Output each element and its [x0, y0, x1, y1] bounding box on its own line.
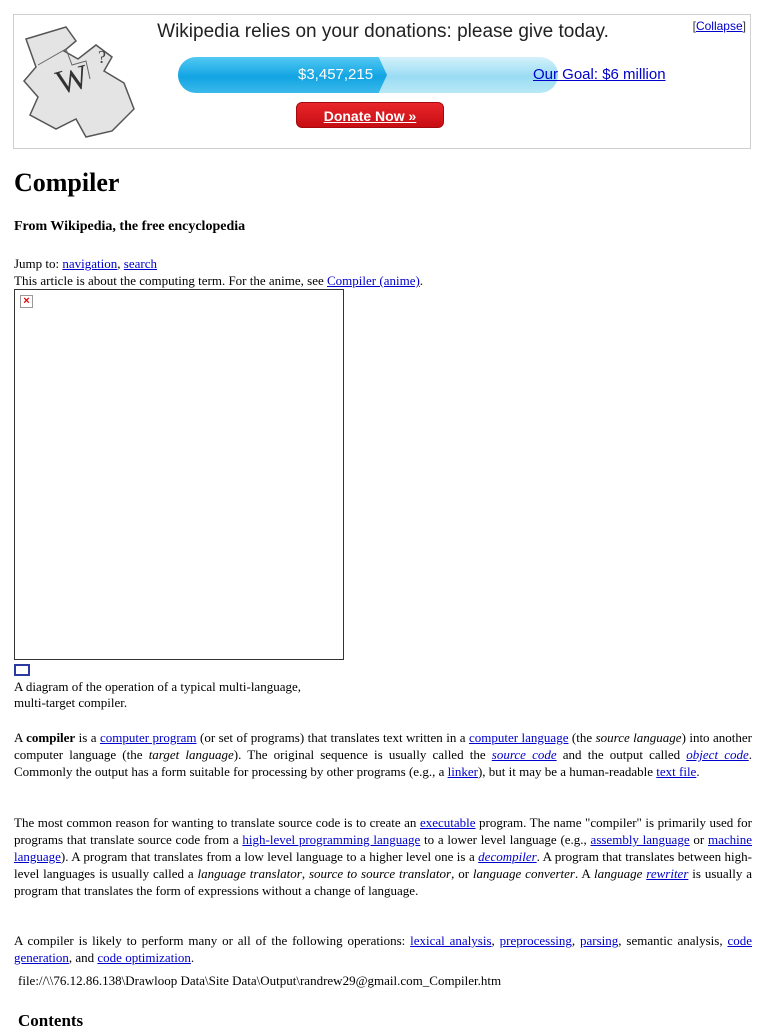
p1-text: ). The original sequence is usually called the: [233, 747, 492, 762]
p2-text: . A program that translates between high-level languages is usually called a: [14, 849, 752, 881]
jump-to-bar: [14, 256, 157, 271]
jump-to-label: Jump to:: [14, 256, 60, 271]
operations-paragraph: [14, 932, 752, 966]
p2-text: . A: [575, 866, 594, 881]
collapse-link[interactable]: Collapse: [695, 19, 743, 33]
p3-text: .: [190, 950, 195, 965]
reason-paragraph: [14, 814, 752, 899]
intro-paragraph: [14, 729, 752, 780]
p3-text: A compiler is likely to perform many or all of the following operations:: [14, 933, 411, 948]
machine-language-link[interactable]: machine language: [14, 832, 752, 864]
svg-text:?: ?: [98, 47, 106, 67]
assembly-language-link[interactable]: assembly language: [590, 832, 690, 847]
lexical-analysis-link[interactable]: lexical analysis: [410, 933, 492, 948]
jump-separator: ,: [117, 256, 121, 271]
donate-now-label: Donate Now »: [323, 108, 417, 124]
rewriter-link[interactable]: rewriter: [646, 866, 689, 881]
preprocessing-link[interactable]: preprocessing: [499, 933, 572, 948]
page-title: Compiler: [14, 168, 120, 197]
compiler-diagram-image[interactable]: [14, 289, 344, 660]
object-code-link[interactable]: object code: [686, 747, 749, 762]
p2-text: or: [689, 832, 708, 847]
p3-text: , and: [68, 950, 98, 965]
disambiguation-text: This article is about the computing term. For the anime, see: [14, 273, 324, 288]
jump-navigation-link[interactable]: navigation: [62, 256, 118, 271]
p1-text: ) into another computer language (the: [14, 730, 752, 762]
p1-text: (or set of programs) that translates text written in a: [196, 730, 470, 745]
p2-italic: source to source translator: [308, 866, 452, 881]
linker-link[interactable]: linker: [447, 764, 478, 779]
p2-text: to a lower level language (e.g.,: [420, 832, 591, 847]
jump-search-link[interactable]: search: [123, 256, 157, 271]
text-file-link[interactable]: text file: [656, 764, 697, 779]
p1-text: is a: [75, 730, 100, 745]
image-caption: A diagram of the operation of a typical multi-language, multi-target compiler.: [14, 679, 301, 710]
p2-text: is usually a program that translates the form of expressions without a change of language.: [14, 866, 753, 898]
page-subtitle: From Wikipedia, the free encyclopedia: [14, 219, 246, 234]
wikipedia-puzzle-logo-icon: [16, 19, 148, 145]
executable-link[interactable]: executable: [419, 815, 476, 830]
computer-program-link[interactable]: computer program: [99, 730, 197, 745]
code-optimization-link[interactable]: code optimization: [97, 950, 191, 965]
compiler-anime-link[interactable]: Compiler (anime): [327, 273, 420, 288]
p1-text: (the: [568, 730, 596, 745]
p1-text: . Commonly the output has a form suitable for processing by other programs (e.g., a: [14, 747, 752, 779]
decompiler-link[interactable]: decompiler: [478, 849, 537, 864]
collapse-link-wrapper: [Collapse]: [692, 19, 746, 33]
p1-text: and the output called: [556, 747, 687, 762]
p1-text: .: [696, 764, 700, 779]
p2-text: ). A program that translates from a low level language to a higher level one is a: [60, 849, 479, 864]
goal-link[interactable]: Our Goal: $6 million: [533, 66, 666, 83]
computer-language-link[interactable]: computer language: [469, 730, 569, 745]
amount-raised: $3,457,215: [298, 66, 374, 83]
svg-text:W: W: [52, 58, 93, 103]
p2-italic: language converter: [472, 866, 575, 881]
banner-message: Wikipedia relies on your donations: please give today.: [157, 21, 609, 42]
contents-heading: Contents: [18, 1011, 84, 1030]
enlarge-image-icon[interactable]: [14, 664, 30, 676]
p2-text: , or: [451, 866, 473, 881]
p2-text: ,: [301, 866, 309, 881]
p3-text: ,: [571, 933, 580, 948]
p3-text: , semantic analysis,: [618, 933, 728, 948]
p1-bold-term: compiler: [26, 730, 76, 745]
broken-image-icon: ×: [20, 295, 33, 308]
disambiguation-note: This article is about the computing term. For the anime, see Compiler (anime).: [14, 273, 424, 288]
p1-italic: target language: [148, 747, 234, 762]
donate-now-button[interactable]: [296, 102, 444, 128]
print-footer-path: file://\\76.12.86.138\Drawloop Data\Site Data\Output\randrew29@gmail.com_Compiler.htm: [18, 973, 502, 988]
p2-text: The most common reason for wanting to translate source code is to create an: [14, 815, 420, 830]
code-generation-link[interactable]: code generation: [14, 933, 753, 965]
p2-text: program. The name "compiler" is primarily used for programs that translate source code from a: [14, 815, 752, 847]
p1-text: ), but it may be a human-readable: [477, 764, 657, 779]
source-code-link[interactable]: source code: [491, 747, 557, 762]
p2-italic: language: [593, 866, 643, 881]
p2-italic: language translator: [197, 866, 302, 881]
p1-italic: source language: [595, 730, 682, 745]
p1-text: A: [14, 730, 27, 745]
p3-text: ,: [491, 933, 500, 948]
high-level-language-link[interactable]: high-level programming language: [242, 832, 421, 847]
parsing-link[interactable]: parsing: [580, 933, 619, 948]
